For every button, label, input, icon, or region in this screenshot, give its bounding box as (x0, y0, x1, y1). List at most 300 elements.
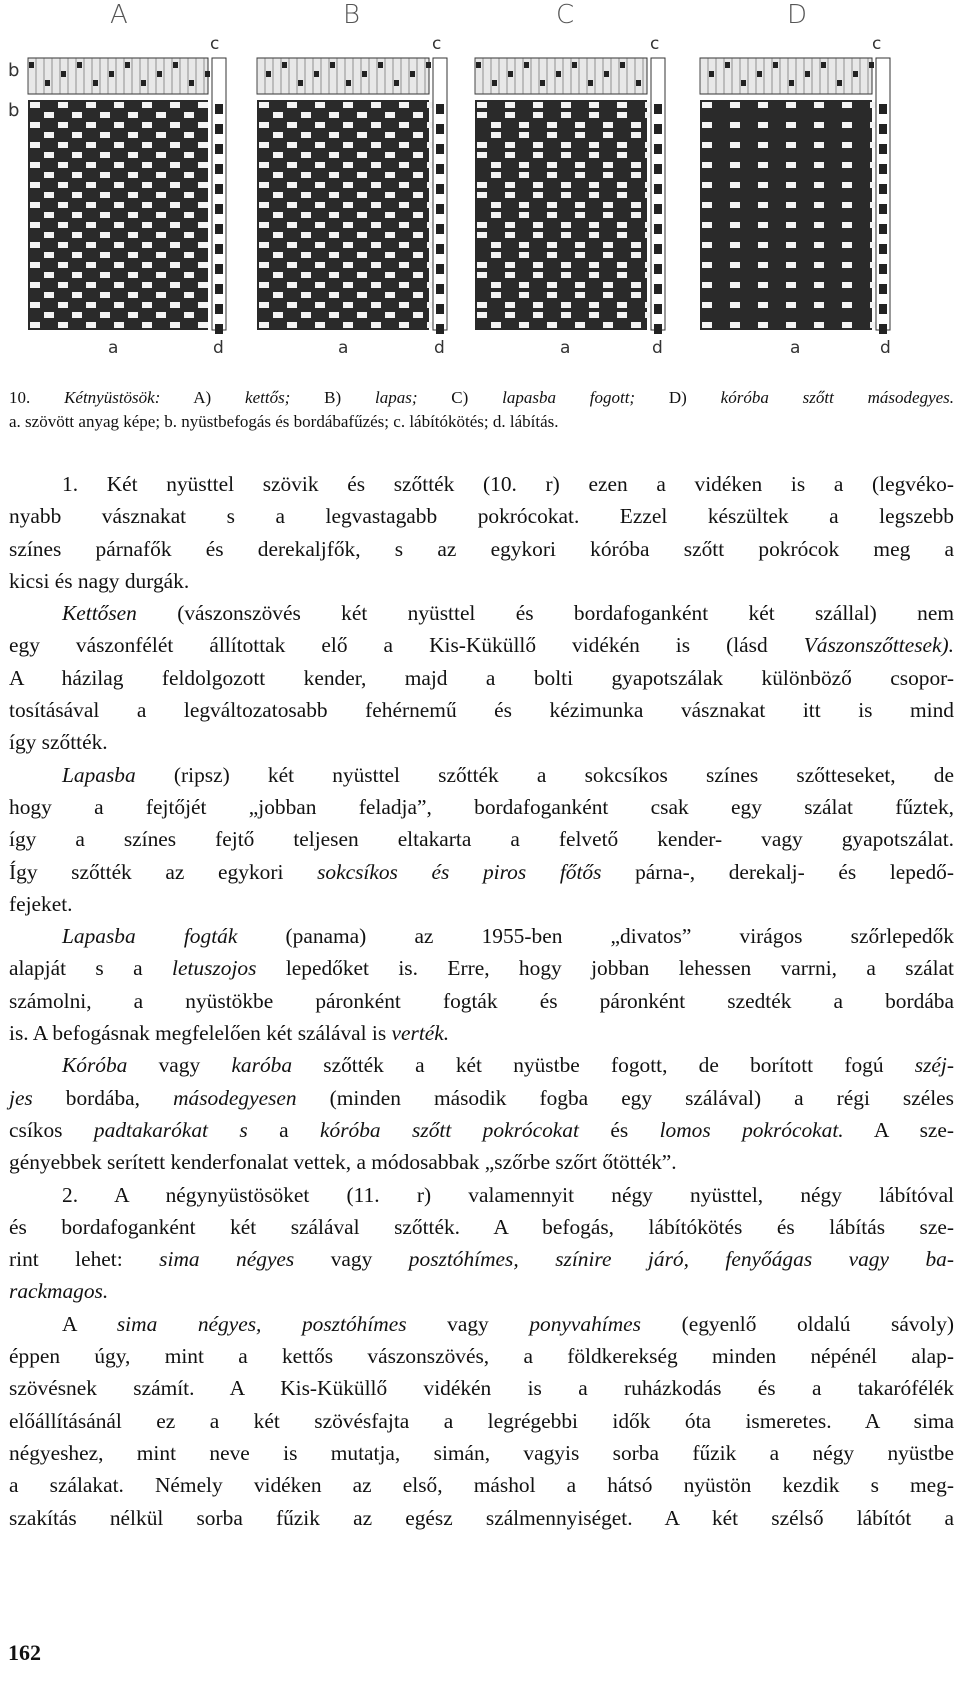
weave-cell (547, 322, 557, 328)
weave-cell (814, 242, 824, 248)
weave-cell (343, 142, 353, 148)
weave-cell (505, 192, 515, 198)
weave-cell (198, 242, 208, 248)
weave-cell (617, 302, 627, 308)
weave-cell (44, 312, 54, 318)
weave-cell (329, 212, 339, 218)
weave-cell (357, 292, 367, 298)
treadling-mark (654, 204, 662, 214)
weave-cell (617, 312, 627, 318)
weave-cell (301, 192, 311, 198)
weave-cell (631, 162, 641, 168)
weave-cell (533, 222, 543, 228)
text-line: Lapasba (ripsz) két nyüsttel szőtték a sokcsíkos színes szőtteseket, de (62, 762, 954, 787)
treadling-mark (879, 164, 887, 174)
treadling-mark (654, 104, 662, 114)
weave-cell (315, 262, 325, 268)
weave-cell (631, 132, 641, 138)
threading-mark (853, 71, 858, 77)
threading-mark (125, 62, 130, 68)
weave-cell (631, 242, 641, 248)
weave-cell (561, 302, 571, 308)
weave-cell (385, 212, 395, 218)
weave-cell (371, 202, 381, 208)
weave-cell (273, 292, 283, 298)
weave-cell (30, 102, 40, 108)
treadling-mark (879, 264, 887, 274)
weave-cell (128, 252, 138, 258)
weave-cell (142, 242, 152, 248)
weave-cell (786, 262, 796, 268)
weave-cell (533, 142, 543, 148)
weave-cell (505, 232, 515, 238)
text-line: Kettősen (vászonszövés két nyüsttel és bordafoganként két szállal) nem (62, 601, 954, 626)
weave-cell (477, 222, 487, 228)
weave-cell (287, 102, 297, 108)
threading-mark (266, 71, 271, 77)
weave-cell (603, 252, 613, 258)
weave-cell (399, 262, 409, 268)
weave-cell (259, 222, 269, 228)
weave-cell (519, 122, 529, 128)
weave-cell (814, 142, 824, 148)
threading-mark (29, 62, 34, 68)
text-line: A sima négyes, posztóhímes vagy ponyvahímes (egyenlő oldalú sávoly) (62, 1311, 955, 1336)
weave-cell (156, 212, 166, 218)
weave-cell (58, 242, 68, 248)
weave-cell (343, 162, 353, 168)
weave-cell (786, 202, 796, 208)
weave-cell (287, 222, 297, 228)
weave-cell (114, 122, 124, 128)
weave-cell (100, 152, 110, 158)
weave-cell (399, 222, 409, 228)
treadling-mark (436, 264, 444, 274)
threading-mark (93, 80, 98, 86)
weave-cell (72, 192, 82, 198)
weave-cell (519, 282, 529, 288)
treadling-mark (436, 104, 444, 114)
weave-cell (603, 202, 613, 208)
weave-body (700, 100, 872, 330)
weave-cell (357, 232, 367, 238)
weave-cell (357, 272, 367, 278)
weave-cell (142, 282, 152, 288)
panel-letter-a: A (110, 0, 128, 30)
weave-cell (603, 122, 613, 128)
weave-cell (505, 312, 515, 318)
weave-cell (301, 252, 311, 258)
weave-cell (786, 182, 796, 188)
weave-cell (477, 152, 487, 158)
weave-cell (58, 202, 68, 208)
weave-cell (413, 292, 423, 298)
weave-cell (631, 172, 641, 178)
weave-cell (287, 142, 297, 148)
weave-cell (371, 122, 381, 128)
weave-cell (842, 182, 852, 188)
threading-mark (572, 62, 577, 68)
weave-cell (343, 302, 353, 308)
weave-cell (30, 122, 40, 128)
weave-cell (575, 242, 585, 248)
text-line: alapját s a letuszojos lepedőket is. Erre, hogy jobban lehessen varrni, a szálat (9, 956, 955, 981)
threading-mark (604, 71, 609, 77)
weave-cell (156, 272, 166, 278)
weave-cell (399, 182, 409, 188)
weave-cell (114, 182, 124, 188)
weave-cell (371, 242, 381, 248)
weave-cell (315, 322, 325, 328)
weave-cell (547, 252, 557, 258)
text-line: rint lehet: sima négyes vagy posztóhímes, színire járó, fenyőágas vagy ba- (9, 1247, 954, 1272)
weave-cell (357, 172, 367, 178)
threading-mark (330, 62, 335, 68)
weave-cell (589, 302, 599, 308)
weave-cell (589, 232, 599, 238)
weave-cell (58, 142, 68, 148)
weave-cell (547, 172, 557, 178)
weave-cell (86, 182, 96, 188)
caption-line-1: 10. Kétnyüstösök: A) kettős; B) lapas; C) lapasba fogott; D) kóróba szőtt másodegyes. (9, 388, 955, 407)
weave-cell (156, 152, 166, 158)
bottom-marker-d-3: d (652, 338, 663, 358)
treadling-mark (436, 324, 444, 334)
weave-cell (287, 162, 297, 168)
weave-cell (702, 162, 712, 168)
bottom-marker-a-3: a (560, 338, 571, 358)
weave-cell (170, 122, 180, 128)
weave-cell (589, 272, 599, 278)
treadling-mark (879, 144, 887, 154)
weave-cell (259, 202, 269, 208)
weave-cell (30, 302, 40, 308)
weave-cell (329, 172, 339, 178)
weave-cell (477, 232, 487, 238)
weave-cell (842, 162, 852, 168)
text-line: Lapasba fogták (panama) az 1955-ben „divatos” virágos szőrlepedők (62, 924, 954, 949)
caption-legend: a. szövött anyag képe; b. nyüstbefogás és bordábafűzés; c. lábítókötés; d. lábítás. (9, 412, 559, 431)
treadling-mark (879, 124, 887, 134)
threading-mark (362, 71, 367, 77)
weave-cell (142, 102, 152, 108)
weave-cell (184, 312, 194, 318)
weave-cell (505, 142, 515, 148)
weave-cell (58, 162, 68, 168)
weave-cell (505, 112, 515, 118)
text-line: nyabb vásznakat s a legvastagabb pokrócokat. Ezzel készültek a legszebb (9, 504, 954, 529)
weave-cell (329, 152, 339, 158)
weave-cell (617, 152, 627, 158)
weave-cell (156, 112, 166, 118)
weave-cell (399, 142, 409, 148)
page-number: 162 (8, 1640, 41, 1665)
weave-cell (385, 292, 395, 298)
weave-cell (533, 312, 543, 318)
weave-cell (86, 122, 96, 128)
treadling-mark (215, 204, 223, 214)
weave-cell (315, 102, 325, 108)
weave-cell (142, 262, 152, 268)
threading-mark (757, 71, 762, 77)
weave-cell (315, 282, 325, 288)
weave-cell (786, 162, 796, 168)
weave-cell (371, 262, 381, 268)
weave-cell (273, 232, 283, 238)
weave-cell (547, 282, 557, 288)
weave-cell (287, 202, 297, 208)
weave-cell (491, 212, 501, 218)
weave-cell (702, 182, 712, 188)
weave-cell (156, 312, 166, 318)
weave-cell (842, 262, 852, 268)
weave-cell (259, 102, 269, 108)
weave-cell (589, 222, 599, 228)
weave-cell (786, 102, 796, 108)
weave-cell (329, 132, 339, 138)
weave-cell (72, 312, 82, 318)
weave-cell (170, 242, 180, 248)
weave-cell (170, 102, 180, 108)
weave-cell (329, 292, 339, 298)
weave-cell (842, 202, 852, 208)
text-line: tosításával a legváltozatosabb fehérnemű és kézimunka vásznakat itt is mind (9, 698, 954, 723)
weave-cell (413, 252, 423, 258)
caption-title: Kétnyüstösök: (64, 388, 161, 407)
weave-cell (273, 272, 283, 278)
weave-cell (617, 102, 627, 108)
weave-cell (357, 312, 367, 318)
weave-cell (413, 132, 423, 138)
weave-cell (842, 122, 852, 128)
weave-cell (575, 252, 585, 258)
weave-cell (477, 102, 487, 108)
weave-cell (170, 322, 180, 328)
treadling-mark (654, 284, 662, 294)
weave-cell (315, 162, 325, 168)
weave-cell (385, 192, 395, 198)
weave-cell (100, 192, 110, 198)
weave-cell (589, 102, 599, 108)
weave-cell (128, 152, 138, 158)
text-line: a szálakat. Némely vidéken az első, máshol a hátsó nyüstön kezdik s meg- (9, 1473, 954, 1498)
weave-cell (343, 182, 353, 188)
weave-cell (198, 142, 208, 148)
weave-cell (702, 122, 712, 128)
weave-body (28, 100, 208, 330)
weave-cell (399, 202, 409, 208)
weave-cell (44, 152, 54, 158)
weave-cell (631, 322, 641, 328)
weave-cell (561, 102, 571, 108)
weave-cell (329, 192, 339, 198)
weave-cell (100, 212, 110, 218)
weave-cell (142, 202, 152, 208)
threading-mark (789, 80, 794, 86)
weave-cell (357, 212, 367, 218)
corner-marker-c-b: c (432, 34, 442, 54)
threading-mark (773, 62, 778, 68)
weave-cell (273, 152, 283, 158)
weave-cell (287, 122, 297, 128)
threading-mark (205, 71, 210, 77)
weave-cell (170, 282, 180, 288)
treadling-mark (654, 184, 662, 194)
weave-cell (343, 262, 353, 268)
weave-cell (758, 162, 768, 168)
weave-cell (343, 122, 353, 128)
weave-cell (491, 282, 501, 288)
weave-cell (702, 322, 712, 328)
weave-cell (533, 262, 543, 268)
text-line: színes párnafők és derekaljfők, s az egykori kóróba szőtt pokrócok meg a (9, 536, 954, 561)
weave-cell (301, 152, 311, 158)
weave-cell (357, 132, 367, 138)
weave-cell (491, 242, 501, 248)
weave-cell (142, 122, 152, 128)
weave-cell (301, 312, 311, 318)
weave-cell (58, 182, 68, 188)
weave-cell (128, 132, 138, 138)
threading-mark (837, 80, 842, 86)
treadling-mark (654, 124, 662, 134)
weave-cell (575, 132, 585, 138)
weave-cell (413, 232, 423, 238)
weave-cell (589, 152, 599, 158)
weave-cell (156, 252, 166, 258)
weave-cell (184, 252, 194, 258)
weave-cell (561, 192, 571, 198)
weave-cell (100, 232, 110, 238)
text-line: négyeshez, mint neve is mutatja, simán, vagyis sorba fűzik a négy nyüstbe (9, 1440, 954, 1465)
weave-cell (86, 222, 96, 228)
weave-cell (371, 142, 381, 148)
weave-cell (259, 142, 269, 148)
weave-cell (561, 222, 571, 228)
weave-cell (184, 152, 194, 158)
weave-cell (702, 262, 712, 268)
treadling-mark (879, 184, 887, 194)
weave-cell (184, 232, 194, 238)
treadling-mark (436, 184, 444, 194)
weave-cell (814, 302, 824, 308)
weave-cell (259, 262, 269, 268)
treadling-mark (215, 224, 223, 234)
weave-cell (170, 262, 180, 268)
treadling-mark (654, 244, 662, 254)
weave-cell (702, 202, 712, 208)
text-line: így a színes fejtő teljesen eltakarta a felvető kender- vagy gyapotszálat. (9, 827, 954, 852)
weave-cell (287, 302, 297, 308)
weave-cell (198, 202, 208, 208)
weave-cell (128, 312, 138, 318)
weave-cell (72, 292, 82, 298)
weave-cell (287, 182, 297, 188)
weave-cell (329, 252, 339, 258)
weave-cell (702, 282, 712, 288)
treadling-mark (436, 224, 444, 234)
weave-cell (184, 292, 194, 298)
weave-cell (814, 202, 824, 208)
weave-cell (413, 312, 423, 318)
weave-cell (343, 282, 353, 288)
weave-cell (156, 232, 166, 238)
weave-cell (702, 302, 712, 308)
weave-cell (371, 162, 381, 168)
weave-cell (385, 172, 395, 178)
weave-cell (273, 172, 283, 178)
weave-cell (142, 182, 152, 188)
weave-cell (505, 222, 515, 228)
weave-cell (533, 102, 543, 108)
weave-cell (315, 242, 325, 248)
treadling-mark (879, 324, 887, 334)
text-line: gényebbek serített kenderfonalat vettek, a módosabbak „szőrbe szőrt őtötték”. (9, 1150, 677, 1175)
threading-mark (508, 71, 513, 77)
weave-cell (156, 172, 166, 178)
weave-cell (814, 122, 824, 128)
threading-mark (524, 62, 529, 68)
panel-letter-c: C (556, 0, 575, 30)
weave-cell (617, 222, 627, 228)
threading-mark (588, 80, 593, 86)
weave-cell (30, 162, 40, 168)
weave-cell (491, 132, 501, 138)
weave-cell (505, 102, 515, 108)
weave-cell (329, 272, 339, 278)
weave-cell (315, 202, 325, 208)
weave-cell (128, 232, 138, 238)
weave-cell (273, 252, 283, 258)
weave-cell (786, 322, 796, 328)
weave-cell (128, 172, 138, 178)
weave-cell (100, 252, 110, 258)
weave-cell (343, 242, 353, 248)
weave-cell (128, 112, 138, 118)
weave-cell (477, 302, 487, 308)
weave-cell (170, 142, 180, 148)
weave-cell (170, 222, 180, 228)
weave-cell (491, 252, 501, 258)
weave-cell (100, 132, 110, 138)
weave-cell (575, 202, 585, 208)
weave-cell (842, 302, 852, 308)
treadling-mark (436, 244, 444, 254)
weave-cell (114, 142, 124, 148)
weave-cell (58, 222, 68, 228)
weave-cell (30, 282, 40, 288)
treadling-mark (215, 284, 223, 294)
weave-cell (273, 112, 283, 118)
weave-cell (184, 132, 194, 138)
weave-cell (758, 222, 768, 228)
bottom-marker-a-1: a (108, 338, 119, 358)
weave-cell (371, 282, 381, 288)
weave-cell (631, 252, 641, 258)
weave-cell (184, 172, 194, 178)
weave-cell (198, 102, 208, 108)
weave-cell (329, 312, 339, 318)
weave-cell (842, 242, 852, 248)
threading-mark (410, 71, 415, 77)
treadling-mark (436, 284, 444, 294)
weave-cell (72, 272, 82, 278)
text-line: hogy a fejtőjét „jobban feladja”, bordafoganként csak egy szálat fűztek, (9, 794, 954, 819)
weave-cell (561, 152, 571, 158)
weave-cell (198, 122, 208, 128)
treadling-mark (436, 164, 444, 174)
weave-cell (44, 272, 54, 278)
